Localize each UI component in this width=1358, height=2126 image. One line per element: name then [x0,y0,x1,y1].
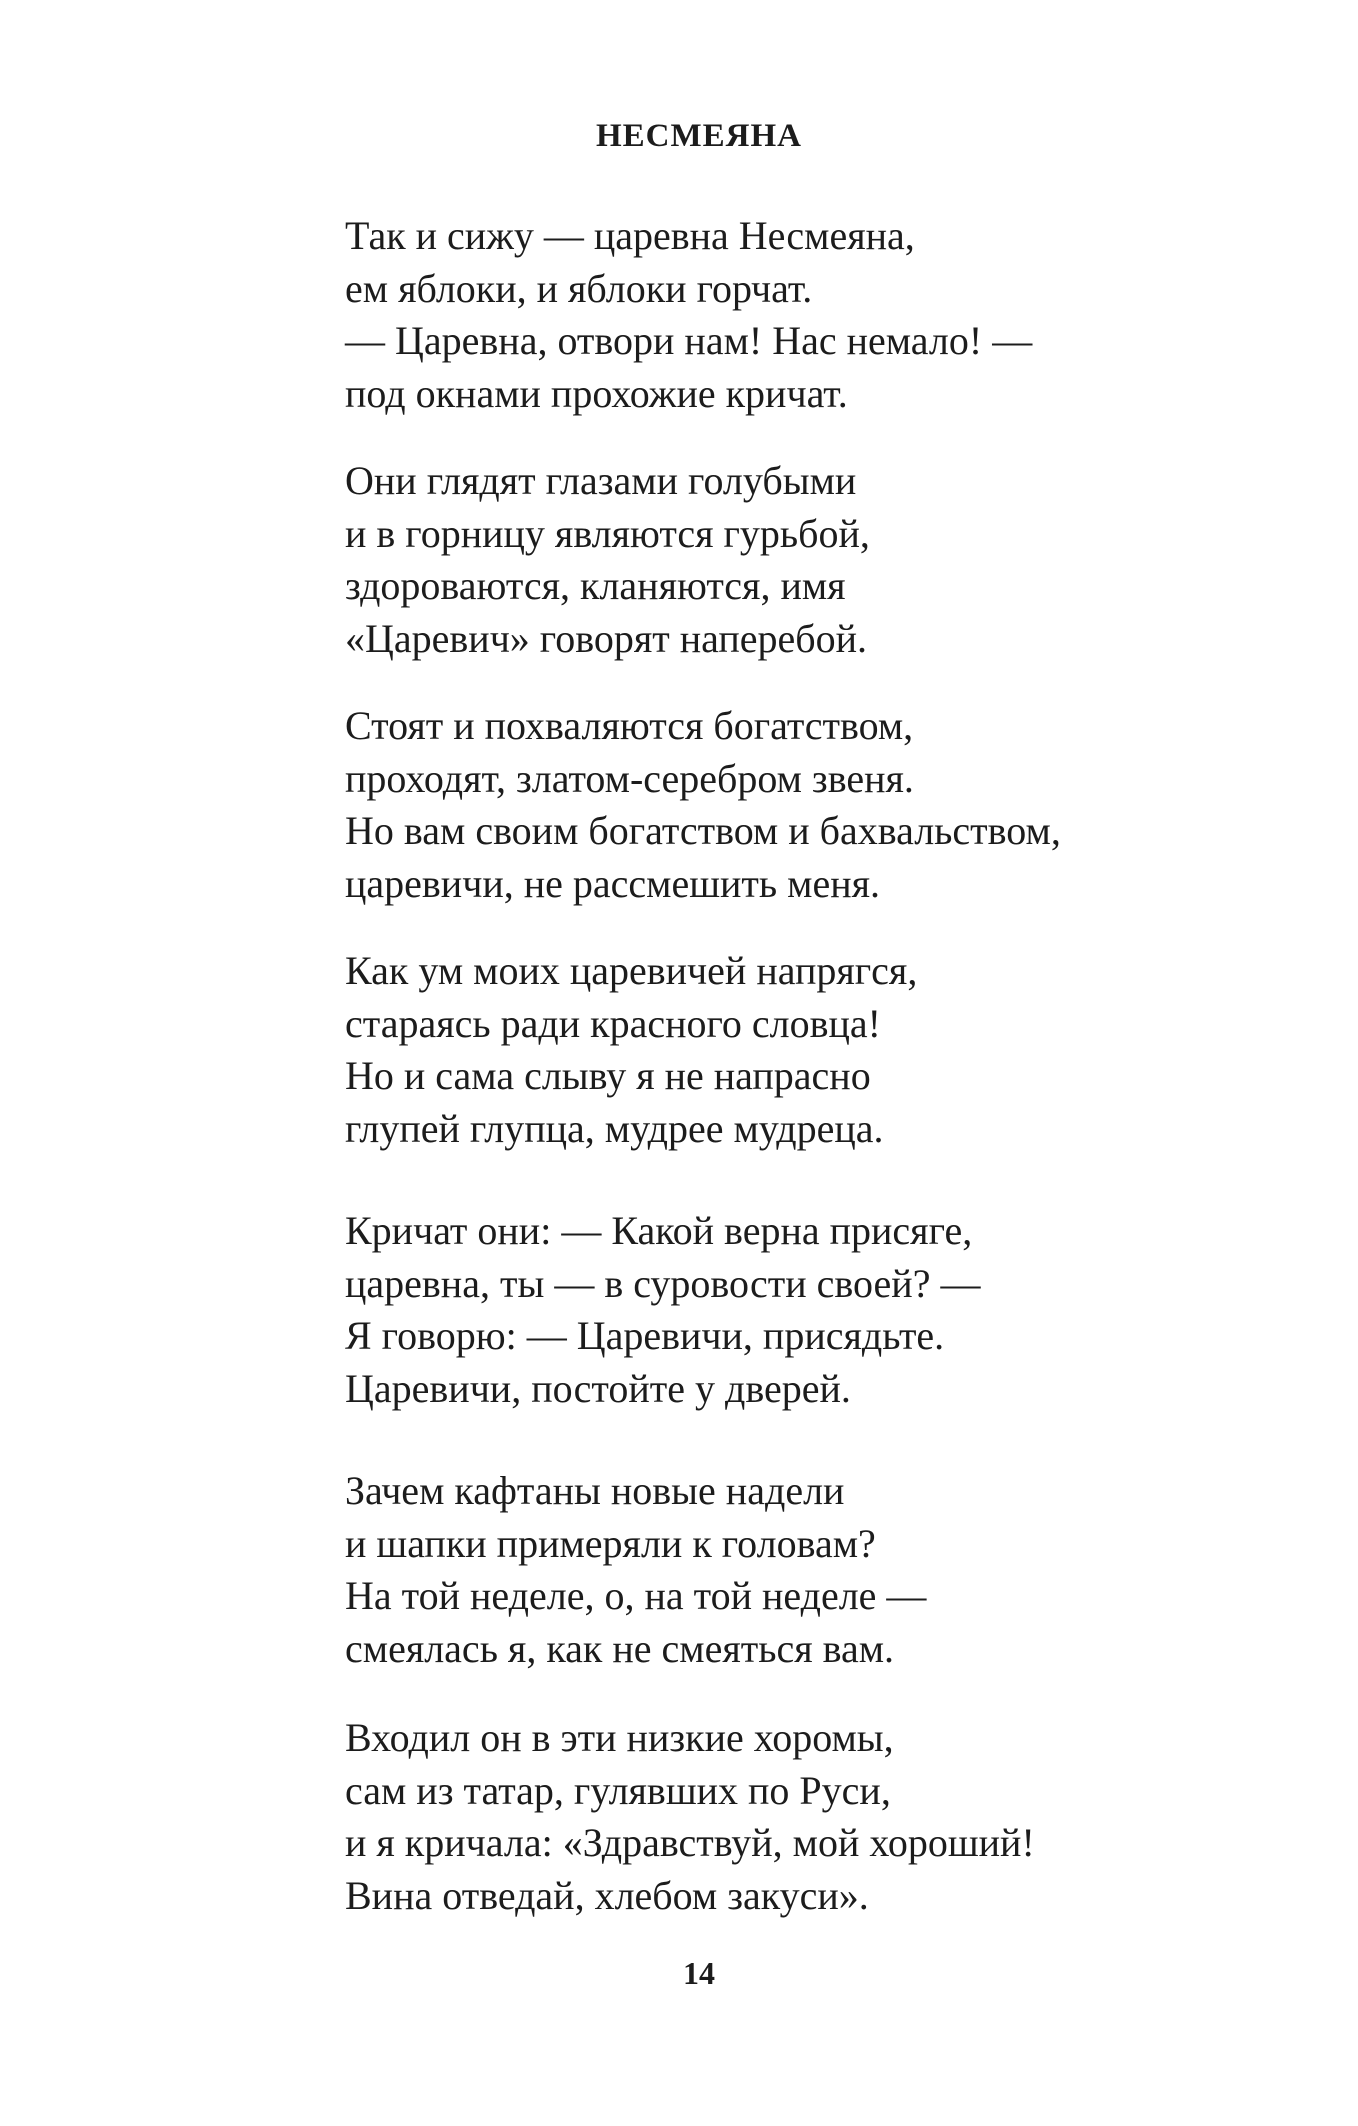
poem-line: царевна, ты — в суровости своей? — [345,1260,981,1306]
poem-line: смеялась я, как не смеяться вам. [345,1625,895,1671]
stanza-4 [345,945,1325,1155]
poem-line: Стоят и похваляются богатством, [345,703,914,748]
poem-line: ем яблоки, и яблоки горчат. [345,265,813,311]
poem-line: Так и сижу — царевна Несмеяна, [345,213,915,258]
poem-line: под окнами прохожие кричат. [345,370,848,416]
stanza-5 [345,1205,1325,1415]
stanza-6 [345,1465,1325,1675]
stanza-7 [345,1712,1325,1922]
poem-line: Как ум моих царевичей напрягся, [345,948,918,993]
poem-line: и в горницу являются гурьбой, [345,510,870,556]
poem-line: стараясь ради красного словца! [345,1000,881,1046]
poem-line: и я кричала: «Здравствуй, мой хороший! [345,1820,1035,1865]
poem-line: Они глядят глазами голубыми [345,458,857,503]
poem-line: «Царевич» говорят наперебой. [345,615,868,661]
poem-line: Кричат они: — Какой верна присяге, [345,1208,973,1253]
poem-line: здороваются, кланяются, имя [345,563,846,608]
stanza-3 [345,700,1325,910]
poem-line: проходят, златом-серебром звеня. [345,755,914,801]
stanza-2 [345,455,1325,665]
poem-line: сам из татар, гулявших по Руси, [345,1767,891,1813]
poem-line: Входил он в эти низкие хоромы, [345,1715,894,1760]
stanza-1 [345,210,1325,420]
poem-title: НЕСМЕЯНА [596,118,802,154]
poem-line: Царевичи, постойте у дверей. [345,1365,851,1411]
poem-line: Но и сама слыву я не напрасно [345,1053,871,1098]
poem-line: На той неделе, о, на той неделе — [345,1573,927,1618]
poem-line: Зачем кафтаны новые надели [345,1468,845,1513]
poem-line: Но вам своим богатством и бахвальством, [345,808,1061,853]
poem-line: глупей глупца, мудрее мудреца. [345,1105,884,1151]
poem-line: царевичи, не рассмешить меня. [345,860,881,906]
poem-line: Я говорю: — Царевичи, присядьте. [345,1313,945,1358]
poem-line: Вина отведай, хлебом закуси». [345,1872,869,1918]
page-number: 14 [683,1955,715,1991]
poem-line: и шапки примеряли к головам? [345,1520,876,1566]
poem-line: — Царевна, отвори нам! Нас немало! — [345,318,1033,363]
